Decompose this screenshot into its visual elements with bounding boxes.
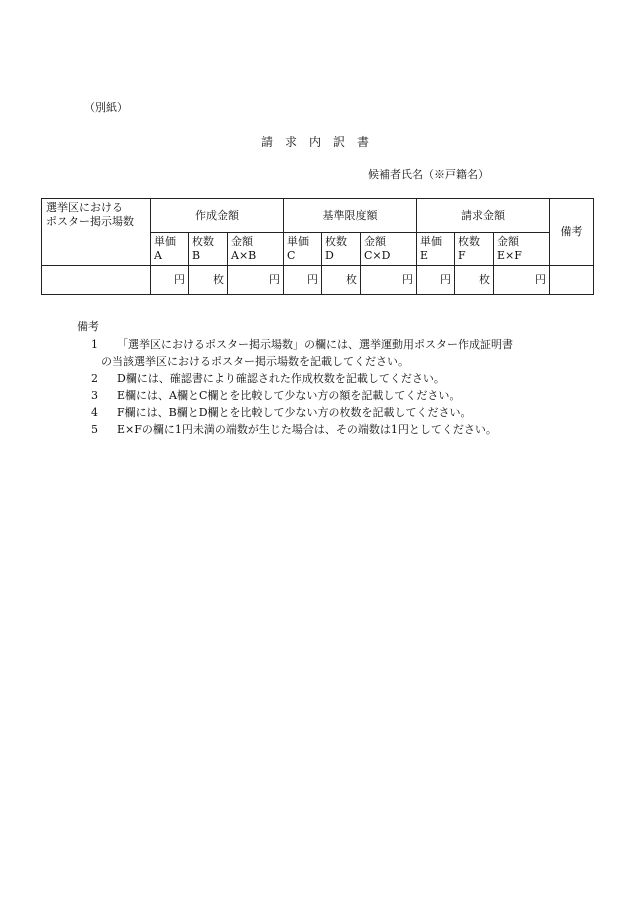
unit-cell: 円 bbox=[494, 266, 550, 295]
note-text: E欄には、A欄とC欄とを比較して少ない方の額を記載してください。 bbox=[117, 389, 461, 402]
unit-cell: 枚 bbox=[322, 266, 361, 295]
note-item bbox=[77, 387, 597, 404]
subheader-cell: 枚数 D bbox=[322, 233, 361, 266]
unit-cell: 枚 bbox=[189, 266, 228, 295]
note-text: D欄には、確認書により確認された作成枚数を記載してください。 bbox=[117, 372, 445, 385]
subheader-cell: 金額 A×B bbox=[228, 233, 284, 266]
poster-sites-cell bbox=[42, 266, 151, 295]
candidate-name-label: 候補者氏名（※戸籍名） bbox=[368, 168, 489, 181]
subheader-cell: 枚数 F bbox=[455, 233, 494, 266]
subheader-cell: 単価 E bbox=[417, 233, 455, 266]
unit-cell: 円 bbox=[361, 266, 417, 295]
note-text: E×Fの欄に1円未満の端数が生じた場合は、その端数は1円としてください。 bbox=[117, 423, 497, 436]
remarks-header: 備考 bbox=[550, 199, 594, 266]
unit-cell: 円 bbox=[284, 266, 322, 295]
note-number: 1 bbox=[91, 338, 98, 351]
note-text: 「選挙区におけるポスター掲示場数」の欄には、選挙運動用ポスター作成証明書 bbox=[117, 338, 513, 351]
note-item bbox=[77, 421, 597, 438]
table-data-row bbox=[42, 266, 594, 295]
subheader-cell: 単価 C bbox=[284, 233, 322, 266]
document-title: 請 求 内 訳 書 bbox=[260, 135, 369, 149]
note-number: 3 bbox=[91, 389, 98, 402]
note-number: 5 bbox=[91, 423, 98, 436]
note-item bbox=[77, 404, 597, 421]
unit-cell: 枚 bbox=[455, 266, 494, 295]
production-amount-header: 作成金額 bbox=[151, 199, 284, 233]
standard-limit-header: 基準限度額 bbox=[284, 199, 417, 233]
notes-label: 備考 bbox=[77, 320, 99, 333]
note-text-continued: の当該選挙区におけるポスター掲示場数を記載してください。 bbox=[101, 355, 409, 368]
claim-breakdown-table bbox=[41, 198, 594, 295]
subheader-cell: 金額 E×F bbox=[494, 233, 550, 266]
poster-sites-header: 選挙区における ポスター掲示場数 bbox=[42, 199, 151, 266]
note-item bbox=[77, 336, 597, 370]
unit-cell: 円 bbox=[228, 266, 284, 295]
note-text: F欄には、B欄とD欄とを比較して少ない方の枚数を記載してください。 bbox=[117, 406, 472, 419]
annex-label: （別紙） bbox=[84, 101, 128, 114]
unit-cell: 円 bbox=[417, 266, 455, 295]
note-number: 2 bbox=[91, 372, 98, 385]
claim-amount-header: 請求金額 bbox=[417, 199, 550, 233]
subheader-cell: 単価 A bbox=[151, 233, 189, 266]
subheader-cell: 金額 C×D bbox=[361, 233, 417, 266]
unit-cell: 円 bbox=[151, 266, 189, 295]
table-header-row bbox=[42, 199, 594, 233]
note-number: 4 bbox=[91, 406, 98, 419]
note-item bbox=[77, 370, 597, 387]
notes-section bbox=[77, 318, 597, 438]
remarks-cell bbox=[550, 266, 594, 295]
subheader-cell: 枚数 B bbox=[189, 233, 228, 266]
